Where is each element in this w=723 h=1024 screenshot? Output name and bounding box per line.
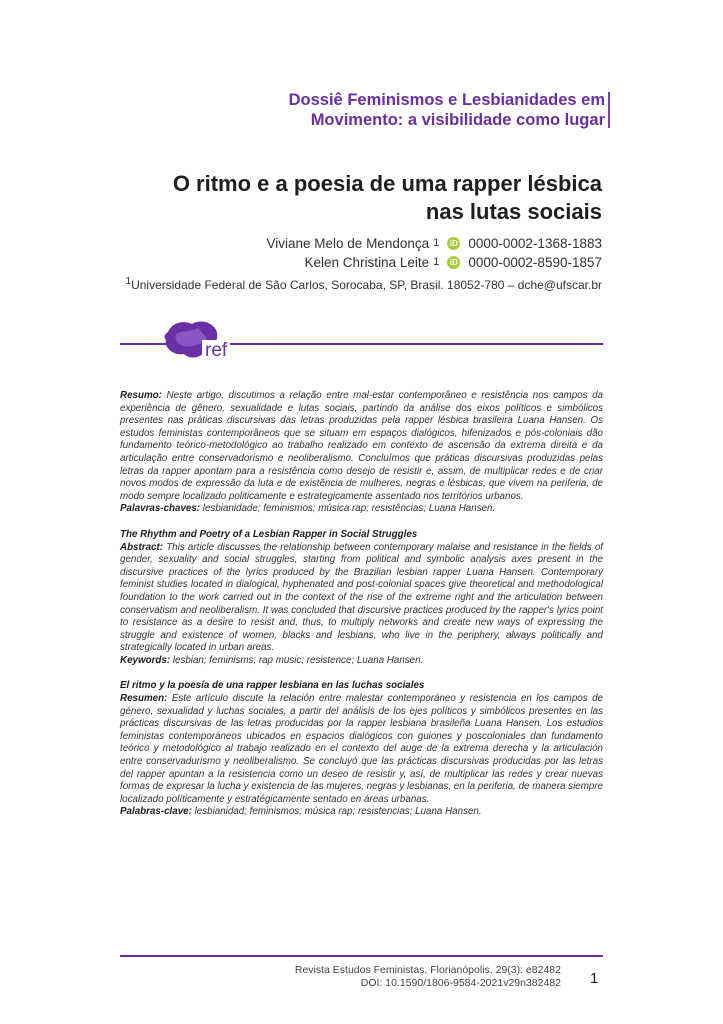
- doi[interactable]: DOI: 10.1590/1806-9584-2021v29n382482: [360, 977, 561, 989]
- footer-citation: [295, 964, 561, 990]
- abstracts-section: [120, 390, 603, 832]
- keywords-text: lesbianidade; feminismos; música rap; resistências; Luana Hansen.: [200, 503, 496, 515]
- abstract-title: El ritmo y la poesía de una rapper lesbiana en las luchas sociales: [120, 680, 425, 692]
- keywords-label: Palabras-clave:: [120, 806, 192, 818]
- article-title: [82, 170, 602, 226]
- abstract-es: [120, 680, 603, 819]
- dossier-line-2: Movimento: a visibilidade como lugar: [310, 111, 605, 129]
- affiliation-mark: 1: [125, 276, 132, 287]
- orcid-icon[interactable]: iD: [447, 237, 460, 250]
- journal-logo-row: [120, 318, 603, 368]
- author-affil-mark: 1: [433, 256, 440, 268]
- keywords-text: lesbian; feminisms; rap music; resistence; Luana Hansen.: [170, 654, 424, 666]
- orcid-icon[interactable]: iD: [447, 256, 460, 269]
- footer-divider: [120, 955, 603, 957]
- journal-citation: Revista Estudos Feministas, Florianópolis, 29(3): e82482: [294, 964, 561, 976]
- abstract-pt: [120, 390, 603, 516]
- logo-text: ref: [202, 340, 230, 362]
- page-number: 1: [590, 970, 599, 987]
- author-affil-mark: 1: [433, 237, 440, 249]
- affiliation: [126, 272, 602, 295]
- author-orcid[interactable]: 0000-0002-8590-1857: [468, 255, 602, 270]
- abstract-text: This article discusses the relationship between contemporary malaise and resistance in the fields of gender, sexuality and social struggles, starting from political and symbolic analysis axes present in the discursive practices of the lyrics produced by the Brazilian lesbian rapper Luana Hansen. Contemporary feminist studies located in dialogical, hyphenated and post-colonial spaces give theoretical and methodological foundation to the work carried out in the context of the rise of the extreme right and the articulation between conservatism and neoliberalism. It was concluded that discursive practices produced by the rapper's lyrics point to resistance as a desire to resist and, thus, to multiply networks and create new ways of expressing the struggle and existence of women, blacks and lesbians, who live in the periphery, always politically and strategically located in urban areas.: [120, 541, 603, 654]
- title-line-2: nas lutas sociais: [425, 199, 602, 224]
- dossier-accent-bar: [608, 92, 610, 128]
- author-block: [126, 234, 602, 295]
- dossier-line-1: Dossiê Feminismos e Lesbianidades em: [288, 91, 605, 109]
- abstract-text: Neste artigo, discutimos a relação entre mal-estar contemporâneo e resistência nos campos da experiência de gênero, sexualidade e lutas sociais, partindo da análise dos eixos políticos e simbólicos presentes nas práticas discursivas das letras produzidas pela rapper lésbica brasileira Luana Hansen. Os estudos feministas contemporâneos que se situam em espaços dialógicos, hifenizados e pós-coloniais dão fundamento teórico-metodológico ao trabalho realizado em contexto de ascensão da extrema direita e da articulação entre conservadorismo e neoliberalismo. Concluímos que práticas discursivas produzidas pelas letras da rapper apontam para a resistência como desejo de resistir e, assim, de multiplicar redes e de criar novos modos de expressão da luta e de existência de mulheres, negras e lésbicas, que vivem na periferia, de modo sempre localizado politicamente e estrategicamente assentado nos territórios urbanos.: [120, 390, 603, 502]
- abstract-en: [120, 529, 603, 668]
- keywords-label: Keywords:: [120, 654, 171, 666]
- author-name: Viviane Melo de Mendonça: [266, 236, 430, 251]
- dossier-heading: [289, 90, 605, 130]
- abstract-text: Este artículo discute la relación entre malestar contemporáneo y resistencia en los campos de género, sexualidad y luchas sociales, a partir del análisis de los ejes políticos y simbólicos presentes en las prácticas discursivas de las letras producidas por la rapper lesbiana brasileña Luana Hansen. Los estudios feministas contemporáneos ubicados en espacios dialógicos con guiones y poscoloniales dan fundamento teórico y metodológico al trabajo realizado en el contexto del auge de la extrema derecha y la articulación entre conservadurismo y neoliberalismo. Se concluyó que las prácticas discursivas producidas por las letras del rapper apuntan a la resistencia como un deseo de resistir y, así, de multiplicar las redes y crear nuevas formas de expresar la lucha y existencia de las mujeres, negras y lesbianas, en la periferia, de manera siempre localizado políticamente y estratégicamente sentado en áreas urbanas.: [120, 693, 604, 805]
- keywords-label: Palavras-chaves:: [120, 503, 201, 515]
- abstract-label: Resumo:: [120, 390, 162, 401]
- author-name: Kelen Christina Leite: [304, 255, 430, 270]
- author-orcid[interactable]: 0000-0002-1368-1883: [468, 236, 602, 251]
- title-line-1: O ritmo e a poesia de uma rapper lésbica: [172, 171, 602, 196]
- author-row: [126, 253, 602, 272]
- abstract-label: Resumen:: [120, 693, 168, 705]
- author-row: [126, 234, 602, 253]
- affiliation-text: Universidade Federal de São Carlos, Sorocaba, SP, Brasil. 18052-780 – dche@ufscar.br: [131, 278, 602, 292]
- abstract-title: The Rhythm and Poetry of a Lesbian Rapper in Social Struggles: [120, 528, 418, 540]
- abstract-label: Abstract:: [120, 541, 164, 553]
- keywords-text: lesbianidad; feminismos; música rap; resistencias; Luana Hansen.: [191, 806, 482, 818]
